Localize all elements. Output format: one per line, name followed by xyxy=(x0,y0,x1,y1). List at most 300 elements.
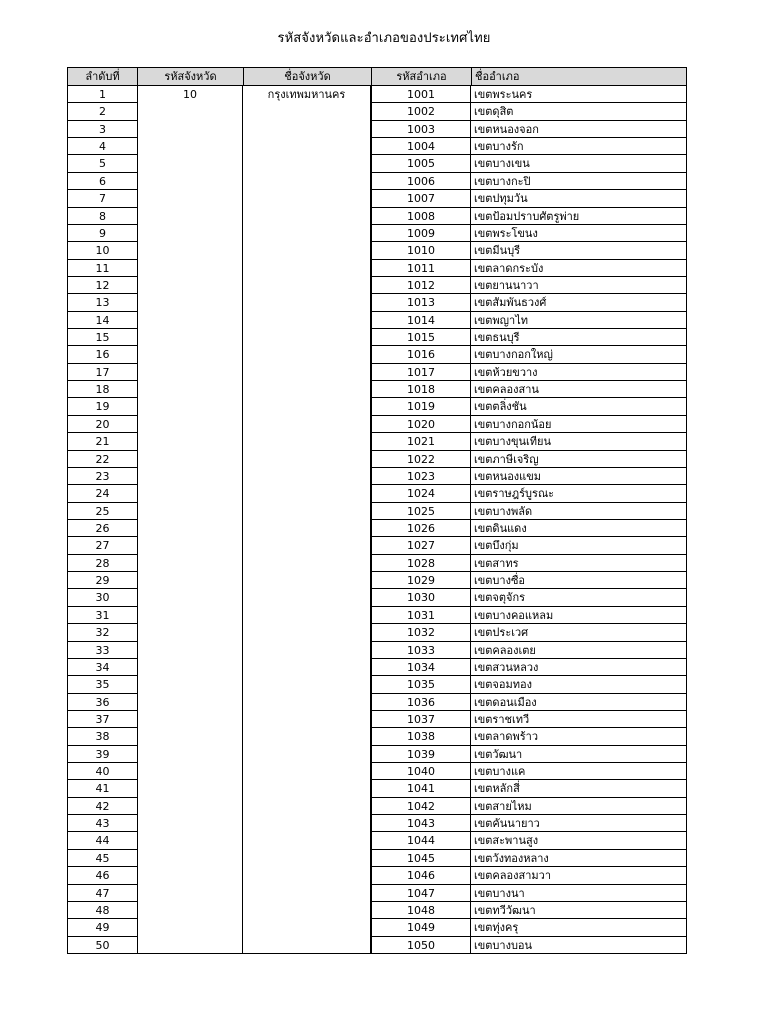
district-name-cell: เขตบางเขน xyxy=(471,155,687,172)
table-row xyxy=(67,711,687,728)
province-code-cell xyxy=(138,815,243,832)
province-code-cell xyxy=(138,173,243,190)
row-number: 29 xyxy=(67,572,138,589)
table-row xyxy=(67,312,687,329)
district-code-cell: 1045 xyxy=(371,850,471,867)
province-name-cell xyxy=(243,728,371,745)
row-number: 41 xyxy=(67,780,138,797)
row-number: 26 xyxy=(67,520,138,537)
row-number: 1 xyxy=(67,86,138,103)
province-name-cell xyxy=(243,294,371,311)
row-number: 34 xyxy=(67,659,138,676)
province-name-cell xyxy=(243,155,371,172)
district-code-cell: 1037 xyxy=(371,711,471,728)
row-number: 12 xyxy=(67,277,138,294)
province-name-cell xyxy=(243,242,371,259)
district-code-cell: 1042 xyxy=(371,798,471,815)
table-bottom-border xyxy=(138,953,371,954)
district-name-cell: เขตบางกะปิ xyxy=(471,173,687,190)
province-name-cell xyxy=(243,312,371,329)
table-row xyxy=(67,763,687,780)
table-header-row xyxy=(67,67,687,86)
district-code-cell: 1032 xyxy=(371,624,471,641)
province-code-cell xyxy=(138,728,243,745)
district-name-cell: เขตคลองสามวา xyxy=(471,867,687,884)
district-name-cell: เขตพญาไท xyxy=(471,312,687,329)
province-name-cell xyxy=(243,832,371,849)
district-name-cell: เขตวัฒนา xyxy=(471,746,687,763)
table-row xyxy=(67,728,687,745)
header-no: ลำดับที่ xyxy=(67,67,138,86)
district-name-cell: เขตมีนบุรี xyxy=(471,242,687,259)
province-code-cell xyxy=(138,642,243,659)
province-name-cell xyxy=(243,503,371,520)
row-number: 3 xyxy=(67,121,138,138)
district-code-cell: 1013 xyxy=(371,294,471,311)
district-name-cell: เขตบางแค xyxy=(471,763,687,780)
table-row xyxy=(67,138,687,155)
row-number: 28 xyxy=(67,555,138,572)
province-name-cell xyxy=(243,398,371,415)
table-row xyxy=(67,815,687,832)
province-code-cell xyxy=(138,381,243,398)
table-row xyxy=(67,468,687,485)
province-name-cell xyxy=(243,485,371,502)
district-name-cell: เขตดุสิต xyxy=(471,103,687,120)
province-name-cell xyxy=(243,624,371,641)
province-code-cell xyxy=(138,346,243,363)
table-row xyxy=(67,260,687,277)
province-name-cell xyxy=(243,346,371,363)
row-number: 30 xyxy=(67,589,138,606)
row-number: 47 xyxy=(67,885,138,902)
province-name-cell xyxy=(243,364,371,381)
table-row xyxy=(67,503,687,520)
province-code-cell xyxy=(138,798,243,815)
province-code-cell xyxy=(138,624,243,641)
district-code-cell: 1035 xyxy=(371,676,471,693)
province-code-cell xyxy=(138,155,243,172)
row-number: 17 xyxy=(67,364,138,381)
district-code-cell: 1006 xyxy=(371,173,471,190)
district-name-cell: เขตสะพานสูง xyxy=(471,832,687,849)
district-name-cell: เขตบางกอกน้อย xyxy=(471,416,687,433)
province-name-cell xyxy=(243,711,371,728)
province-code-cell xyxy=(138,607,243,624)
row-number: 16 xyxy=(67,346,138,363)
province-name-cell xyxy=(243,138,371,155)
province-code-cell xyxy=(138,138,243,155)
district-code-cell: 1026 xyxy=(371,520,471,537)
province-name-cell xyxy=(243,537,371,554)
row-number: 10 xyxy=(67,242,138,259)
district-name-cell: เขตดอนเมือง xyxy=(471,694,687,711)
province-name-cell xyxy=(243,103,371,120)
province-code-cell xyxy=(138,694,243,711)
row-number: 39 xyxy=(67,746,138,763)
row-number: 40 xyxy=(67,763,138,780)
table-row xyxy=(67,208,687,225)
province-name-cell xyxy=(243,937,371,954)
row-number: 31 xyxy=(67,607,138,624)
province-code-cell xyxy=(138,312,243,329)
province-name-cell xyxy=(243,746,371,763)
province-name-cell xyxy=(243,225,371,242)
table-row xyxy=(67,659,687,676)
province-code-cell xyxy=(138,780,243,797)
district-name-cell: เขตราชเทวี xyxy=(471,711,687,728)
row-number: 33 xyxy=(67,642,138,659)
province-name-cell xyxy=(243,173,371,190)
province-code-cell xyxy=(138,919,243,936)
province-name-cell xyxy=(243,919,371,936)
province-code-cell xyxy=(138,277,243,294)
district-name-cell: เขตทุ่งครุ xyxy=(471,919,687,936)
province-name-cell xyxy=(243,416,371,433)
district-name-cell: เขตจตุจักร xyxy=(471,589,687,606)
table-row xyxy=(67,433,687,450)
province-code-cell xyxy=(138,503,243,520)
district-code-cell: 1017 xyxy=(371,364,471,381)
district-name-cell: เขตลาดพร้าว xyxy=(471,728,687,745)
district-name-cell: เขตคันนายาว xyxy=(471,815,687,832)
district-code-cell: 1010 xyxy=(371,242,471,259)
header-district-name: ชื่ออำเภอ xyxy=(471,67,687,86)
district-name-cell: เขตราษฎร์บูรณะ xyxy=(471,485,687,502)
district-code-cell: 1043 xyxy=(371,815,471,832)
province-name-cell xyxy=(243,589,371,606)
table-row xyxy=(67,589,687,606)
table-row xyxy=(67,746,687,763)
province-code-cell xyxy=(138,225,243,242)
district-code-cell: 1005 xyxy=(371,155,471,172)
district-name-cell: เขตหนองแขม xyxy=(471,468,687,485)
district-code-cell: 1049 xyxy=(371,919,471,936)
district-code-cell: 1047 xyxy=(371,885,471,902)
district-code-cell: 1041 xyxy=(371,780,471,797)
row-number: 50 xyxy=(67,937,138,954)
district-name-cell: เขตบางบอน xyxy=(471,937,687,954)
district-code-cell: 1024 xyxy=(371,485,471,502)
district-code-cell: 1023 xyxy=(371,468,471,485)
table-row xyxy=(67,850,687,867)
province-name-cell xyxy=(243,468,371,485)
province-code-cell xyxy=(138,850,243,867)
district-name-cell: เขตสัมพันธวงศ์ xyxy=(471,294,687,311)
district-name-cell: เขตสายไหม xyxy=(471,798,687,815)
table-row xyxy=(67,485,687,502)
province-name-cell xyxy=(243,642,371,659)
table-row xyxy=(67,885,687,902)
district-name-cell: เขตภาษีเจริญ xyxy=(471,451,687,468)
table-row xyxy=(67,364,687,381)
table-row xyxy=(67,642,687,659)
table-row xyxy=(67,277,687,294)
district-name-cell: เขตยานนาวา xyxy=(471,277,687,294)
province-code-cell xyxy=(138,676,243,693)
district-name-cell: เขตบางกอกใหญ่ xyxy=(471,346,687,363)
district-code-cell: 1050 xyxy=(371,937,471,954)
province-code-cell xyxy=(138,451,243,468)
district-code-cell: 1001 xyxy=(371,86,471,103)
row-number: 18 xyxy=(67,381,138,398)
row-number: 8 xyxy=(67,208,138,225)
district-name-cell: เขตธนบุรี xyxy=(471,329,687,346)
district-name-cell: เขตสวนหลวง xyxy=(471,659,687,676)
district-name-cell: เขตพระนคร xyxy=(471,86,687,103)
province-code-cell xyxy=(138,937,243,954)
district-name-cell: เขตหลักสี่ xyxy=(471,780,687,797)
table-row xyxy=(67,329,687,346)
province-name-cell xyxy=(243,208,371,225)
province-code-cell xyxy=(138,659,243,676)
row-number: 25 xyxy=(67,503,138,520)
province-code-cell xyxy=(138,572,243,589)
table-row xyxy=(67,173,687,190)
district-code-cell: 1040 xyxy=(371,763,471,780)
table-row xyxy=(67,451,687,468)
table-row xyxy=(67,694,687,711)
district-code-cell: 1033 xyxy=(371,642,471,659)
row-number: 46 xyxy=(67,867,138,884)
table-row xyxy=(67,294,687,311)
table-row xyxy=(67,398,687,415)
row-number: 5 xyxy=(67,155,138,172)
district-code-cell: 1018 xyxy=(371,381,471,398)
district-name-cell: เขตวังทองหลาง xyxy=(471,850,687,867)
district-code-cell: 1046 xyxy=(371,867,471,884)
table-row xyxy=(67,832,687,849)
table-row xyxy=(67,155,687,172)
table-row xyxy=(67,225,687,242)
table-row xyxy=(67,867,687,884)
district-name-cell: เขตประเวศ xyxy=(471,624,687,641)
header-district-code: รหัสอำเภอ xyxy=(371,67,472,86)
province-code-cell xyxy=(138,416,243,433)
district-name-cell: เขตบึงกุ่ม xyxy=(471,537,687,554)
row-number: 42 xyxy=(67,798,138,815)
row-number: 27 xyxy=(67,537,138,554)
province-code-cell xyxy=(138,398,243,415)
table-row xyxy=(67,520,687,537)
row-number: 13 xyxy=(67,294,138,311)
header-province-name: ชื่อจังหวัด xyxy=(243,67,372,86)
district-name-cell: เขตทวีวัฒนา xyxy=(471,902,687,919)
table-row xyxy=(67,676,687,693)
table-row xyxy=(67,121,687,138)
province-code-cell xyxy=(138,902,243,919)
province-name-cell: กรุงเทพมหานคร xyxy=(243,86,371,103)
row-number: 4 xyxy=(67,138,138,155)
province-code-cell xyxy=(138,294,243,311)
province-code-cell xyxy=(138,867,243,884)
province-name-cell xyxy=(243,798,371,815)
province-name-cell xyxy=(243,381,371,398)
district-name-cell: เขตคลองสาน xyxy=(471,381,687,398)
province-name-cell xyxy=(243,260,371,277)
district-code-cell: 1031 xyxy=(371,607,471,624)
province-name-cell xyxy=(243,815,371,832)
province-code-cell: 10 xyxy=(138,86,243,103)
province-code-cell xyxy=(138,589,243,606)
district-name-cell: เขตบางขุนเทียน xyxy=(471,433,687,450)
province-name-cell xyxy=(243,433,371,450)
province-name-cell xyxy=(243,885,371,902)
province-code-cell xyxy=(138,763,243,780)
district-name-cell: เขตบางซื่อ xyxy=(471,572,687,589)
province-code-cell xyxy=(138,208,243,225)
province-name-cell xyxy=(243,555,371,572)
province-code-cell xyxy=(138,121,243,138)
province-name-cell xyxy=(243,277,371,294)
province-code-cell xyxy=(138,103,243,120)
province-name-cell xyxy=(243,659,371,676)
district-code-cell: 1007 xyxy=(371,190,471,207)
province-code-cell xyxy=(138,711,243,728)
district-code-cell: 1012 xyxy=(371,277,471,294)
district-code-cell: 1015 xyxy=(371,329,471,346)
table-row xyxy=(67,555,687,572)
province-code-cell xyxy=(138,885,243,902)
province-name-cell xyxy=(243,763,371,780)
table-row xyxy=(67,416,687,433)
district-code-cell: 1014 xyxy=(371,312,471,329)
district-code-cell: 1011 xyxy=(371,260,471,277)
row-number: 14 xyxy=(67,312,138,329)
row-number: 45 xyxy=(67,850,138,867)
district-code-cell: 1003 xyxy=(371,121,471,138)
row-number: 38 xyxy=(67,728,138,745)
table-row xyxy=(67,937,687,954)
row-number: 23 xyxy=(67,468,138,485)
district-name-cell: เขตคลองเตย xyxy=(471,642,687,659)
row-number: 20 xyxy=(67,416,138,433)
table-row xyxy=(67,103,687,120)
province-code-cell xyxy=(138,329,243,346)
district-name-cell: เขตบางรัก xyxy=(471,138,687,155)
district-code-cell: 1004 xyxy=(371,138,471,155)
province-code-cell xyxy=(138,190,243,207)
row-number: 15 xyxy=(67,329,138,346)
district-code-cell: 1025 xyxy=(371,503,471,520)
province-code-cell xyxy=(138,555,243,572)
row-number: 32 xyxy=(67,624,138,641)
province-code-cell xyxy=(138,433,243,450)
header-province-code: รหัสจังหวัด xyxy=(137,67,244,86)
province-code-cell xyxy=(138,242,243,259)
row-number: 19 xyxy=(67,398,138,415)
province-name-cell xyxy=(243,520,371,537)
district-code-cell: 1039 xyxy=(371,746,471,763)
row-number: 22 xyxy=(67,451,138,468)
table-row xyxy=(67,190,687,207)
province-code-cell xyxy=(138,260,243,277)
row-number: 44 xyxy=(67,832,138,849)
district-code-cell: 1020 xyxy=(371,416,471,433)
province-name-cell xyxy=(243,676,371,693)
row-number: 35 xyxy=(67,676,138,693)
province-code-cell xyxy=(138,537,243,554)
row-number: 24 xyxy=(67,485,138,502)
province-name-cell xyxy=(243,190,371,207)
district-name-cell: เขตบางนา xyxy=(471,885,687,902)
district-name-cell: เขตปทุมวัน xyxy=(471,190,687,207)
district-code-cell: 1002 xyxy=(371,103,471,120)
district-name-cell: เขตบางคอแหลม xyxy=(471,607,687,624)
table-row xyxy=(67,624,687,641)
province-name-cell xyxy=(243,572,371,589)
province-name-cell xyxy=(243,694,371,711)
table-row xyxy=(67,780,687,797)
row-number: 48 xyxy=(67,902,138,919)
province-code-cell xyxy=(138,832,243,849)
district-name-cell: เขตบางพลัด xyxy=(471,503,687,520)
district-code-cell: 1016 xyxy=(371,346,471,363)
table-row xyxy=(67,919,687,936)
row-number: 49 xyxy=(67,919,138,936)
district-name-cell: เขตตลิ่งชัน xyxy=(471,398,687,415)
district-code-cell: 1022 xyxy=(371,451,471,468)
province-code-cell xyxy=(138,485,243,502)
page-title: รหัสจังหวัดและอำเภอของประเทศไทย xyxy=(277,31,491,46)
table-row xyxy=(67,537,687,554)
province-name-cell xyxy=(243,780,371,797)
district-code-cell: 1048 xyxy=(371,902,471,919)
row-number: 37 xyxy=(67,711,138,728)
district-name-cell: เขตลาดกระบัง xyxy=(471,260,687,277)
province-code-cell xyxy=(138,364,243,381)
district-code-cell: 1038 xyxy=(371,728,471,745)
district-code-cell: 1030 xyxy=(371,589,471,606)
province-name-cell xyxy=(243,329,371,346)
province-code-cell xyxy=(138,746,243,763)
district-table xyxy=(67,67,687,954)
district-name-cell: เขตพระโขนง xyxy=(471,225,687,242)
table-row xyxy=(67,572,687,589)
district-name-cell: เขตสาทร xyxy=(471,555,687,572)
row-number: 21 xyxy=(67,433,138,450)
row-number: 2 xyxy=(67,103,138,120)
row-number: 11 xyxy=(67,260,138,277)
province-name-cell xyxy=(243,121,371,138)
district-name-cell: เขตหนองจอก xyxy=(471,121,687,138)
row-number: 7 xyxy=(67,190,138,207)
district-code-cell: 1028 xyxy=(371,555,471,572)
district-code-cell: 1019 xyxy=(371,398,471,415)
table-row xyxy=(67,798,687,815)
district-code-cell: 1044 xyxy=(371,832,471,849)
row-number: 9 xyxy=(67,225,138,242)
table-row xyxy=(67,607,687,624)
district-code-cell: 1021 xyxy=(371,433,471,450)
province-name-cell xyxy=(243,607,371,624)
province-name-cell xyxy=(243,850,371,867)
table-row xyxy=(67,242,687,259)
row-number: 6 xyxy=(67,173,138,190)
district-code-cell: 1009 xyxy=(371,225,471,242)
district-code-cell: 1027 xyxy=(371,537,471,554)
district-name-cell: เขตจอมทอง xyxy=(471,676,687,693)
table-row xyxy=(67,86,687,103)
table-row xyxy=(67,381,687,398)
district-code-cell: 1036 xyxy=(371,694,471,711)
province-name-cell xyxy=(243,451,371,468)
row-number: 36 xyxy=(67,694,138,711)
district-name-cell: เขตดินแดง xyxy=(471,520,687,537)
table-row xyxy=(67,902,687,919)
district-code-cell: 1008 xyxy=(371,208,471,225)
district-name-cell: เขตป้อมปราบศัตรูพ่าย xyxy=(471,208,687,225)
